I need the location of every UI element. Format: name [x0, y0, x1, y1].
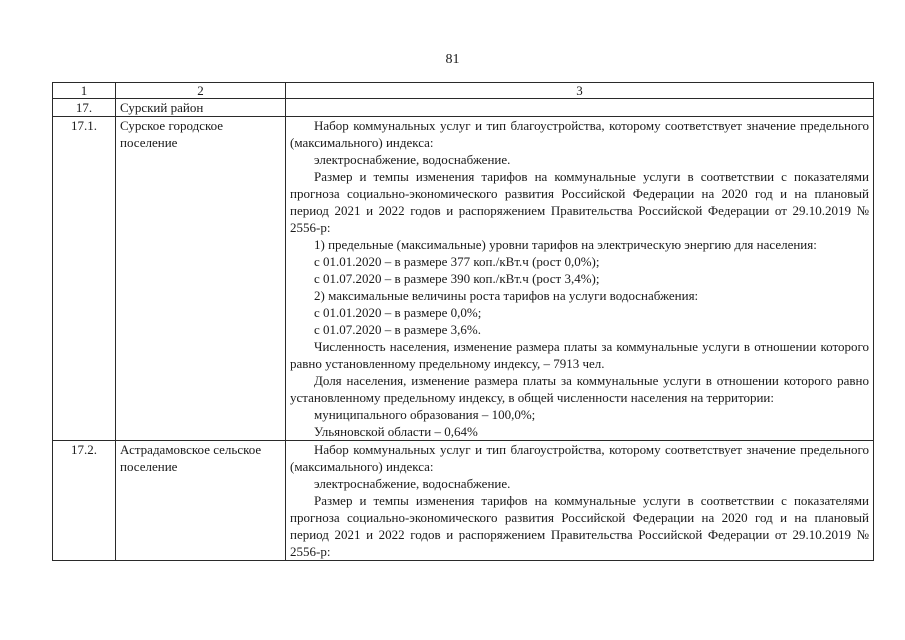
description-line: электроснабжение, водоснабжение. — [314, 152, 511, 167]
description-line: с 01.07.2020 – в размере 3,6%. — [314, 322, 481, 337]
description-cell — [286, 441, 874, 561]
settlement-name: Астрадамовское сельское поселение — [116, 441, 286, 561]
description-line: Ульяновской области – 0,64% — [314, 424, 478, 439]
description-line: Набор коммунальных услуг и тип благоустройства, которому соответствует значение предельного (максимального) индекса: — [290, 118, 869, 150]
column-header-3: 3 — [286, 83, 874, 99]
table-row — [53, 441, 874, 561]
district-number: 17. — [53, 99, 116, 117]
description-line: муниципального образования – 100,0%; — [314, 407, 536, 422]
district-name: Сурский район — [116, 99, 286, 117]
description-line: электроснабжение, водоснабжение. — [314, 476, 511, 491]
description-line: Набор коммунальных услуг и тип благоустройства, которому соответствует значение предельного (максимального) индекса: — [290, 442, 869, 474]
description-line: Доля населения, изменение размера платы за коммунальные услуги в отношении которого равно установленному предельному индексу, в общей численности населения на территории: — [290, 373, 869, 405]
description-cell — [286, 117, 874, 441]
description-line: с 01.07.2020 – в размере 390 коп./кВт.ч (рост 3,4%); — [314, 271, 600, 286]
settlement-name: Сурское городское поселение — [116, 117, 286, 441]
index-table — [52, 82, 874, 561]
description-line: 1) предельные (максимальные) уровни тарифов на электрическую энергию для населения: — [314, 237, 817, 252]
district-row — [53, 99, 874, 117]
column-header-1: 1 — [53, 83, 116, 99]
description-line: 2) максимальные величины роста тарифов на услуги водоснабжения: — [314, 288, 699, 303]
column-header-2: 2 — [116, 83, 286, 99]
table-row — [53, 117, 874, 441]
table-header-row — [53, 83, 874, 99]
description-line: с 01.01.2020 – в размере 377 коп./кВт.ч (рост 0,0%); — [314, 254, 600, 269]
description-line: Размер и темпы изменения тарифов на коммунальные услуги в соответствии с показателями прогноза социально-экономического развития Российской Федерации на 2020 год и на плановый период 2021 и 2022 годов и распоряжением Правительства Российской Федерации от 29.10.2019 № 2556-р: — [290, 169, 869, 235]
row-number: 17.1. — [53, 117, 116, 441]
description-line: Размер и темпы изменения тарифов на коммунальные услуги в соответствии с показателями прогноза социально-экономического развития Российской Федерации на 2020 год и на плановый период 2021 и 2022 годов и распоряжением Правительства Российской Федерации от 29.10.2019 № 2556-р: — [290, 493, 869, 559]
description-line: с 01.01.2020 – в размере 0,0%; — [314, 305, 482, 320]
district-empty-cell — [286, 99, 874, 117]
row-number: 17.2. — [53, 441, 116, 561]
page-number: 81 — [445, 52, 460, 67]
description-line: Численность населения, изменение размера платы за коммунальные услуги в отношении которого равно установленному предельному индексу, – 7913 чел. — [290, 339, 869, 371]
